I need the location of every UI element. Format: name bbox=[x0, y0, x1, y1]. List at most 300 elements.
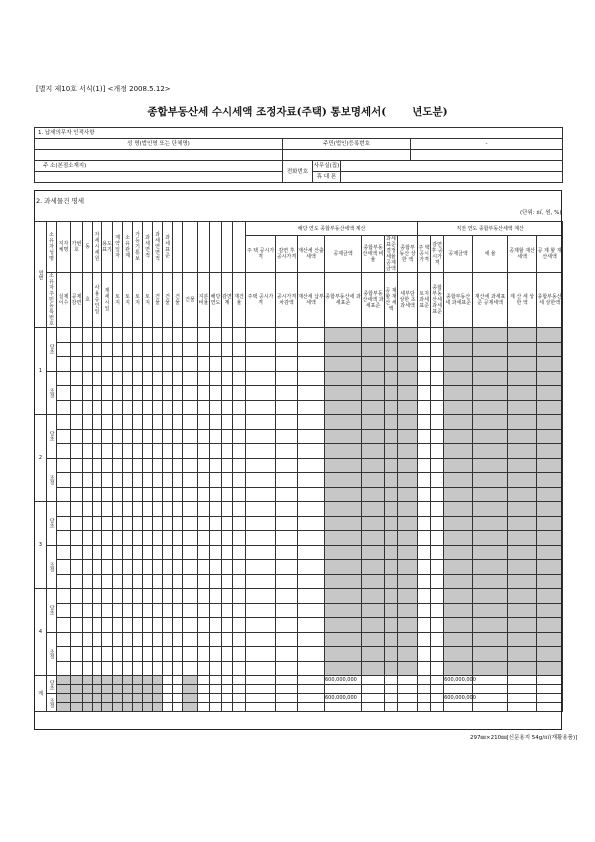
cell[interactable] bbox=[153, 473, 163, 488]
cell[interactable] bbox=[325, 487, 362, 502]
cell[interactable] bbox=[222, 661, 233, 676]
cell[interactable] bbox=[93, 400, 102, 415]
total-cell[interactable] bbox=[123, 703, 133, 712]
cell[interactable] bbox=[113, 603, 123, 618]
cell[interactable] bbox=[246, 429, 276, 444]
cell[interactable] bbox=[143, 661, 153, 676]
cell[interactable] bbox=[198, 603, 210, 618]
cell[interactable] bbox=[385, 429, 398, 444]
cell[interactable] bbox=[210, 574, 222, 589]
total-cell[interactable] bbox=[473, 703, 508, 712]
cell[interactable] bbox=[298, 531, 325, 546]
cell[interactable] bbox=[123, 371, 133, 386]
cell[interactable] bbox=[93, 328, 102, 343]
cell[interactable] bbox=[298, 545, 325, 560]
cell[interactable] bbox=[418, 400, 431, 415]
cell[interactable] bbox=[537, 429, 563, 444]
cell[interactable] bbox=[537, 487, 563, 502]
cell[interactable] bbox=[198, 502, 210, 517]
cell[interactable] bbox=[398, 429, 418, 444]
cell[interactable] bbox=[537, 444, 563, 459]
cell[interactable] bbox=[298, 560, 325, 575]
cell[interactable] bbox=[113, 647, 123, 662]
cell[interactable] bbox=[222, 400, 233, 415]
cell[interactable] bbox=[398, 560, 418, 575]
cell[interactable] bbox=[133, 589, 143, 604]
cell[interactable] bbox=[276, 661, 298, 676]
total-cell[interactable] bbox=[183, 676, 198, 685]
cell[interactable] bbox=[133, 531, 143, 546]
cell[interactable] bbox=[198, 357, 210, 372]
cell[interactable] bbox=[362, 473, 385, 488]
cell[interactable] bbox=[473, 371, 508, 386]
cell[interactable] bbox=[398, 502, 418, 517]
cell[interactable] bbox=[83, 357, 93, 372]
cell[interactable] bbox=[173, 342, 183, 357]
cell[interactable] bbox=[431, 603, 444, 618]
cell[interactable] bbox=[71, 632, 83, 647]
cell[interactable] bbox=[537, 516, 563, 531]
cell[interactable] bbox=[508, 589, 537, 604]
total-cell[interactable] bbox=[113, 703, 123, 712]
cell[interactable] bbox=[222, 560, 233, 575]
cell[interactable] bbox=[153, 647, 163, 662]
cell[interactable] bbox=[473, 444, 508, 459]
cell[interactable] bbox=[222, 502, 233, 517]
total-cell[interactable] bbox=[198, 694, 210, 703]
cell[interactable] bbox=[133, 444, 143, 459]
cell[interactable] bbox=[210, 386, 222, 401]
cell[interactable] bbox=[183, 560, 198, 575]
cell[interactable] bbox=[183, 603, 198, 618]
cell[interactable] bbox=[222, 632, 233, 647]
cell[interactable] bbox=[444, 400, 473, 415]
cell[interactable] bbox=[113, 661, 123, 676]
cell[interactable] bbox=[362, 342, 385, 357]
cell[interactable] bbox=[83, 415, 93, 430]
cell[interactable] bbox=[163, 429, 173, 444]
cell[interactable] bbox=[444, 618, 473, 633]
cell[interactable] bbox=[398, 531, 418, 546]
cell[interactable] bbox=[508, 444, 537, 459]
cell[interactable] bbox=[198, 632, 210, 647]
cell[interactable] bbox=[398, 516, 418, 531]
cell[interactable] bbox=[398, 342, 418, 357]
cell[interactable] bbox=[163, 560, 173, 575]
cell[interactable] bbox=[102, 386, 113, 401]
cell[interactable] bbox=[113, 502, 123, 517]
cell[interactable] bbox=[537, 560, 563, 575]
cell[interactable] bbox=[123, 328, 133, 343]
cell[interactable] bbox=[222, 574, 233, 589]
cell[interactable] bbox=[398, 444, 418, 459]
total-cell[interactable] bbox=[143, 685, 153, 694]
cell[interactable] bbox=[123, 400, 133, 415]
cell[interactable] bbox=[102, 661, 113, 676]
cell[interactable] bbox=[473, 386, 508, 401]
cell[interactable] bbox=[385, 603, 398, 618]
cell[interactable] bbox=[183, 328, 198, 343]
cell[interactable] bbox=[431, 661, 444, 676]
cell[interactable] bbox=[83, 647, 93, 662]
cell[interactable] bbox=[362, 371, 385, 386]
cell[interactable] bbox=[198, 386, 210, 401]
cell[interactable] bbox=[325, 618, 362, 633]
total-cell[interactable] bbox=[83, 703, 93, 712]
cell[interactable] bbox=[113, 531, 123, 546]
cell[interactable] bbox=[143, 560, 153, 575]
cell[interactable] bbox=[210, 516, 222, 531]
cell[interactable] bbox=[418, 386, 431, 401]
cell[interactable] bbox=[113, 632, 123, 647]
cell[interactable] bbox=[325, 574, 362, 589]
cell[interactable] bbox=[163, 516, 173, 531]
cell[interactable] bbox=[431, 328, 444, 343]
cell[interactable] bbox=[210, 328, 222, 343]
cell[interactable] bbox=[222, 487, 233, 502]
cell[interactable] bbox=[431, 473, 444, 488]
cell[interactable] bbox=[362, 545, 385, 560]
cell[interactable] bbox=[83, 516, 93, 531]
total-cell[interactable] bbox=[183, 694, 198, 703]
cell[interactable] bbox=[325, 386, 362, 401]
cell[interactable] bbox=[246, 531, 276, 546]
cell[interactable] bbox=[325, 502, 362, 517]
cell[interactable] bbox=[222, 415, 233, 430]
cell[interactable] bbox=[508, 661, 537, 676]
total-cell[interactable] bbox=[93, 703, 102, 712]
cell[interactable] bbox=[83, 342, 93, 357]
cell[interactable] bbox=[222, 328, 233, 343]
cell[interactable] bbox=[418, 444, 431, 459]
cell[interactable] bbox=[123, 473, 133, 488]
cell[interactable] bbox=[133, 342, 143, 357]
cell[interactable] bbox=[276, 415, 298, 430]
cell[interactable] bbox=[210, 473, 222, 488]
cell[interactable] bbox=[398, 371, 418, 386]
total-cell[interactable] bbox=[93, 694, 102, 703]
total-cell[interactable] bbox=[113, 694, 123, 703]
cell[interactable] bbox=[113, 560, 123, 575]
total-cell[interactable] bbox=[123, 676, 133, 685]
cell[interactable] bbox=[133, 647, 143, 662]
cell[interactable] bbox=[246, 371, 276, 386]
cell[interactable] bbox=[123, 429, 133, 444]
cell[interactable] bbox=[210, 618, 222, 633]
cell[interactable] bbox=[93, 516, 102, 531]
cell[interactable] bbox=[276, 531, 298, 546]
total-cell[interactable] bbox=[362, 694, 385, 703]
total-cell[interactable] bbox=[163, 694, 173, 703]
cell[interactable] bbox=[153, 531, 163, 546]
cell[interactable] bbox=[153, 429, 163, 444]
total-cell[interactable] bbox=[508, 676, 537, 685]
cell[interactable] bbox=[444, 342, 473, 357]
cell[interactable] bbox=[102, 458, 113, 473]
cell[interactable] bbox=[83, 603, 93, 618]
cell[interactable] bbox=[222, 531, 233, 546]
total-cell[interactable] bbox=[102, 685, 113, 694]
cell[interactable] bbox=[153, 415, 163, 430]
total-cell[interactable] bbox=[418, 685, 431, 694]
cell[interactable] bbox=[198, 531, 210, 546]
cell[interactable] bbox=[398, 328, 418, 343]
cell[interactable] bbox=[133, 502, 143, 517]
cell[interactable] bbox=[198, 487, 210, 502]
cell[interactable] bbox=[276, 458, 298, 473]
cell[interactable] bbox=[246, 661, 276, 676]
cell[interactable] bbox=[123, 603, 133, 618]
cell[interactable] bbox=[153, 545, 163, 560]
cell[interactable] bbox=[93, 560, 102, 575]
cell[interactable] bbox=[298, 429, 325, 444]
cell[interactable] bbox=[133, 545, 143, 560]
total-cell[interactable] bbox=[508, 694, 537, 703]
cell[interactable] bbox=[222, 545, 233, 560]
cell[interactable] bbox=[102, 357, 113, 372]
cell[interactable] bbox=[473, 429, 508, 444]
cell[interactable] bbox=[385, 531, 398, 546]
total-cell[interactable] bbox=[198, 703, 210, 712]
cell[interactable] bbox=[222, 371, 233, 386]
cell[interactable] bbox=[246, 647, 276, 662]
cell[interactable] bbox=[246, 560, 276, 575]
total-cell[interactable] bbox=[93, 676, 102, 685]
cell[interactable] bbox=[276, 502, 298, 517]
cell[interactable] bbox=[183, 487, 198, 502]
cell[interactable] bbox=[233, 371, 246, 386]
cell[interactable] bbox=[325, 342, 362, 357]
cell[interactable] bbox=[385, 516, 398, 531]
cell[interactable] bbox=[246, 386, 276, 401]
cell[interactable] bbox=[233, 647, 246, 662]
cell[interactable] bbox=[123, 632, 133, 647]
total-cell[interactable] bbox=[198, 676, 210, 685]
total-cell[interactable] bbox=[537, 676, 563, 685]
cell[interactable] bbox=[444, 647, 473, 662]
cell[interactable] bbox=[143, 400, 153, 415]
cell[interactable] bbox=[113, 357, 123, 372]
cell[interactable] bbox=[173, 502, 183, 517]
cell[interactable] bbox=[473, 458, 508, 473]
cell[interactable] bbox=[276, 647, 298, 662]
cell[interactable] bbox=[133, 386, 143, 401]
cell[interactable] bbox=[153, 589, 163, 604]
total-cell[interactable] bbox=[431, 703, 444, 712]
total-cell[interactable] bbox=[276, 685, 298, 694]
cell[interactable] bbox=[385, 560, 398, 575]
cell[interactable] bbox=[444, 473, 473, 488]
cell[interactable] bbox=[183, 400, 198, 415]
cell[interactable] bbox=[418, 458, 431, 473]
cell[interactable] bbox=[398, 487, 418, 502]
cell[interactable] bbox=[418, 531, 431, 546]
cell[interactable] bbox=[398, 603, 418, 618]
cell[interactable] bbox=[246, 487, 276, 502]
cell[interactable] bbox=[325, 429, 362, 444]
cell[interactable] bbox=[71, 574, 83, 589]
cell[interactable] bbox=[276, 632, 298, 647]
cell[interactable] bbox=[198, 647, 210, 662]
cell[interactable] bbox=[385, 632, 398, 647]
cell[interactable] bbox=[57, 574, 71, 589]
cell[interactable] bbox=[508, 502, 537, 517]
cell[interactable] bbox=[508, 357, 537, 372]
cell[interactable] bbox=[153, 661, 163, 676]
total-cell[interactable] bbox=[233, 694, 246, 703]
cell[interactable] bbox=[163, 473, 173, 488]
cell[interactable] bbox=[431, 371, 444, 386]
cell[interactable] bbox=[133, 328, 143, 343]
cell[interactable] bbox=[418, 371, 431, 386]
cell[interactable] bbox=[222, 473, 233, 488]
cell[interactable] bbox=[398, 458, 418, 473]
cell[interactable] bbox=[210, 661, 222, 676]
cell[interactable] bbox=[385, 371, 398, 386]
cell[interactable] bbox=[57, 415, 71, 430]
cell[interactable] bbox=[198, 371, 210, 386]
cell[interactable] bbox=[233, 502, 246, 517]
cell[interactable] bbox=[233, 328, 246, 343]
cell[interactable] bbox=[246, 589, 276, 604]
cell[interactable] bbox=[431, 647, 444, 662]
cell[interactable] bbox=[71, 357, 83, 372]
cell[interactable] bbox=[173, 487, 183, 502]
cell[interactable] bbox=[537, 328, 563, 343]
cell[interactable] bbox=[183, 661, 198, 676]
cell[interactable] bbox=[385, 473, 398, 488]
cell[interactable] bbox=[143, 342, 153, 357]
cell[interactable] bbox=[233, 429, 246, 444]
cell[interactable] bbox=[473, 632, 508, 647]
cell[interactable] bbox=[57, 487, 71, 502]
cell[interactable] bbox=[153, 502, 163, 517]
cell[interactable] bbox=[362, 560, 385, 575]
total-cell[interactable] bbox=[143, 703, 153, 712]
cell[interactable] bbox=[362, 632, 385, 647]
cell[interactable] bbox=[246, 400, 276, 415]
cell[interactable] bbox=[276, 574, 298, 589]
cell[interactable] bbox=[418, 618, 431, 633]
cell[interactable] bbox=[173, 632, 183, 647]
cell[interactable] bbox=[233, 400, 246, 415]
cell[interactable] bbox=[83, 444, 93, 459]
cell[interactable] bbox=[473, 400, 508, 415]
cell[interactable] bbox=[298, 589, 325, 604]
cell[interactable] bbox=[143, 516, 153, 531]
cell[interactable] bbox=[444, 545, 473, 560]
cell[interactable] bbox=[222, 603, 233, 618]
cell[interactable] bbox=[113, 429, 123, 444]
cell[interactable] bbox=[233, 574, 246, 589]
cell[interactable] bbox=[163, 487, 173, 502]
cell[interactable] bbox=[537, 357, 563, 372]
cell[interactable] bbox=[173, 661, 183, 676]
cell[interactable] bbox=[222, 429, 233, 444]
cell[interactable] bbox=[246, 502, 276, 517]
total-cell[interactable] bbox=[133, 694, 143, 703]
cell[interactable] bbox=[418, 589, 431, 604]
cell[interactable] bbox=[298, 618, 325, 633]
cell[interactable] bbox=[444, 574, 473, 589]
cell[interactable] bbox=[325, 531, 362, 546]
cell[interactable] bbox=[431, 545, 444, 560]
cell[interactable] bbox=[163, 589, 173, 604]
cell[interactable] bbox=[431, 342, 444, 357]
name-value[interactable] bbox=[35, 150, 283, 161]
total-cell[interactable] bbox=[508, 685, 537, 694]
cell[interactable] bbox=[362, 516, 385, 531]
cell[interactable] bbox=[71, 618, 83, 633]
cell[interactable] bbox=[133, 603, 143, 618]
cell[interactable] bbox=[173, 328, 183, 343]
cell[interactable] bbox=[210, 560, 222, 575]
cell[interactable] bbox=[113, 444, 123, 459]
cell[interactable] bbox=[508, 400, 537, 415]
cell[interactable] bbox=[153, 444, 163, 459]
cell[interactable] bbox=[210, 371, 222, 386]
cell[interactable] bbox=[431, 444, 444, 459]
cell[interactable] bbox=[102, 618, 113, 633]
total-cell[interactable] bbox=[113, 676, 123, 685]
cell[interactable] bbox=[431, 516, 444, 531]
cell[interactable] bbox=[57, 429, 71, 444]
cell[interactable] bbox=[102, 444, 113, 459]
cell[interactable] bbox=[123, 661, 133, 676]
cell[interactable] bbox=[473, 473, 508, 488]
cell[interactable] bbox=[183, 473, 198, 488]
cell[interactable] bbox=[298, 502, 325, 517]
cell[interactable] bbox=[246, 574, 276, 589]
cell[interactable] bbox=[57, 589, 71, 604]
cell[interactable] bbox=[113, 342, 123, 357]
cell[interactable] bbox=[210, 342, 222, 357]
cell[interactable] bbox=[133, 429, 143, 444]
cell[interactable] bbox=[222, 589, 233, 604]
total-cell[interactable] bbox=[398, 685, 418, 694]
cell[interactable] bbox=[325, 545, 362, 560]
cell[interactable] bbox=[362, 487, 385, 502]
cell[interactable] bbox=[173, 516, 183, 531]
cell[interactable] bbox=[173, 647, 183, 662]
cell[interactable] bbox=[418, 574, 431, 589]
cell[interactable] bbox=[444, 487, 473, 502]
total-cell[interactable] bbox=[398, 676, 418, 685]
cell[interactable] bbox=[508, 386, 537, 401]
cell[interactable] bbox=[276, 473, 298, 488]
cell[interactable] bbox=[143, 371, 153, 386]
total-cell[interactable] bbox=[71, 685, 83, 694]
total-cell[interactable] bbox=[398, 703, 418, 712]
cell[interactable] bbox=[57, 661, 71, 676]
cell[interactable] bbox=[173, 531, 183, 546]
cell[interactable] bbox=[210, 400, 222, 415]
cell[interactable] bbox=[173, 603, 183, 618]
cell[interactable] bbox=[173, 458, 183, 473]
cell[interactable] bbox=[57, 545, 71, 560]
cell[interactable] bbox=[246, 415, 276, 430]
cell[interactable] bbox=[71, 429, 83, 444]
cell[interactable] bbox=[143, 603, 153, 618]
total-cell[interactable] bbox=[102, 703, 113, 712]
cell[interactable] bbox=[418, 545, 431, 560]
cell[interactable] bbox=[57, 632, 71, 647]
cell[interactable] bbox=[325, 371, 362, 386]
cell[interactable] bbox=[276, 618, 298, 633]
cell[interactable] bbox=[93, 531, 102, 546]
cell[interactable] bbox=[133, 371, 143, 386]
total-cell[interactable] bbox=[431, 694, 444, 703]
